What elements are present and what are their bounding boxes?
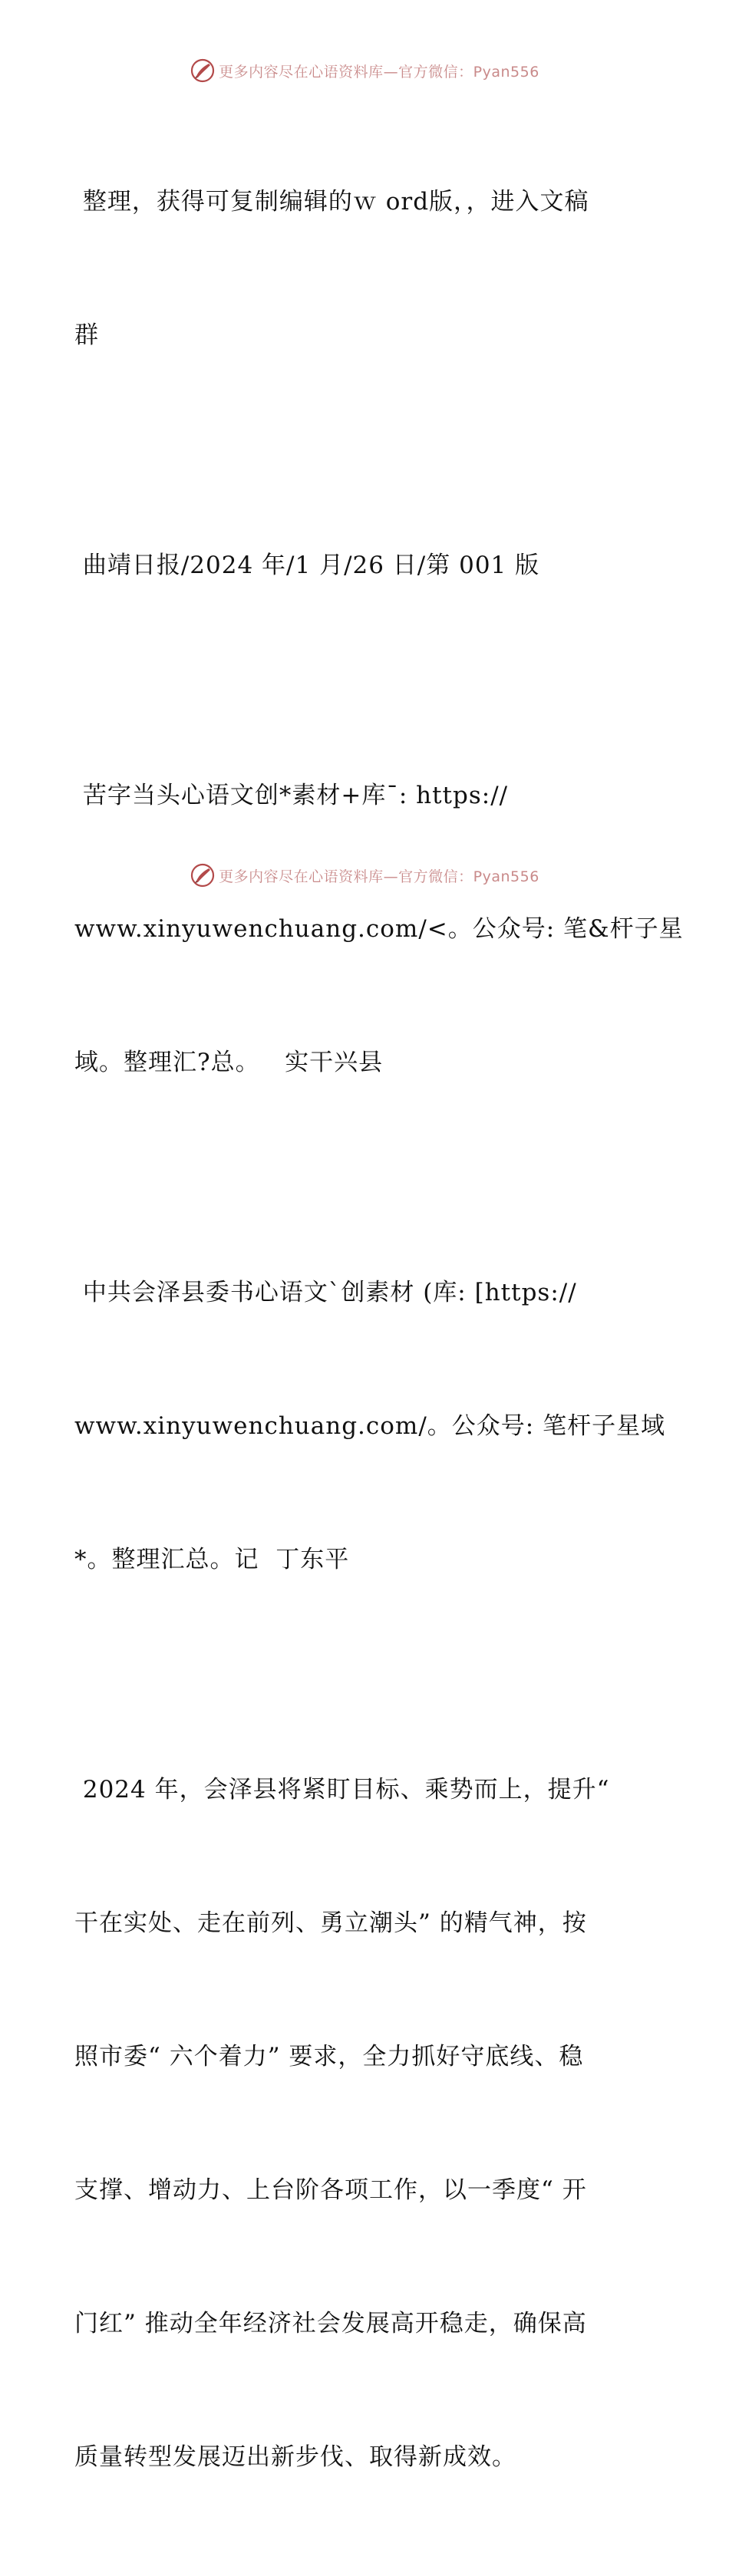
text-line: *。整理汇总。记 丁东平 [74, 1546, 350, 1573]
text-line: 苦字当头心语文创*素材+库¯: https:// [74, 782, 509, 809]
document-body [74, 91, 684, 2576]
paragraph-title [74, 684, 684, 1174]
text-line: 整理，获得可复制编辑的ｗ ord版，，进入文稿 [74, 188, 589, 216]
text-line: 门红” 推动全年经济社会发展高开稳走，确保高 [74, 2310, 587, 2337]
text-line: 支撑、增动力、上台阶各项工作，以一季度“ 开 [74, 2176, 587, 2204]
text-line: 域。整理汇?总。 实干兴县 [74, 1049, 384, 1076]
text-line: www.xinyuwenchuang.com/。公众号: 笔杆子星域 [74, 1412, 666, 1440]
text-line: 曲靖日报/2024 年/1 月/26 日/第 001 版 [74, 552, 540, 579]
text-line: 中共会泽县委书心语文ˋ创素材 (库: [https:// [74, 1279, 577, 1306]
paragraph-source [74, 454, 658, 677]
footer-watermark-text: 更多内容尽在心语资料库—官方微信：Pyan556 [219, 868, 539, 885]
brush-pen-logo-icon [190, 58, 216, 84]
text-line: www.xinyuwenchuang.com/<。公众号: 笔&杆子星 [74, 915, 684, 943]
text-line: 质量转型发展迈出新步伐、取得新成效。 [74, 2443, 516, 2471]
header-watermark-text: 更多内容尽在心语资料库—官方微信：Pyan556 [219, 63, 539, 81]
paragraph-intro [74, 91, 658, 446]
text-line: 干在实处、走在前列、勇立潮头” 的精气神，按 [74, 1909, 587, 1937]
text-line: 照市委“ 六个着力” 要求，全力抓好守底线、稳 [74, 2043, 584, 2070]
footer-watermark-banner [0, 860, 729, 891]
header-watermark-banner [0, 55, 729, 86]
text-line: 群 [74, 321, 99, 349]
brush-pen-logo-icon [190, 862, 216, 888]
paragraph-body [74, 1678, 658, 2568]
text-line: 2024 年，会泽县将紧盯目标、乘势而上，提升“ [74, 1776, 610, 1804]
paragraph-author [74, 1181, 666, 1671]
